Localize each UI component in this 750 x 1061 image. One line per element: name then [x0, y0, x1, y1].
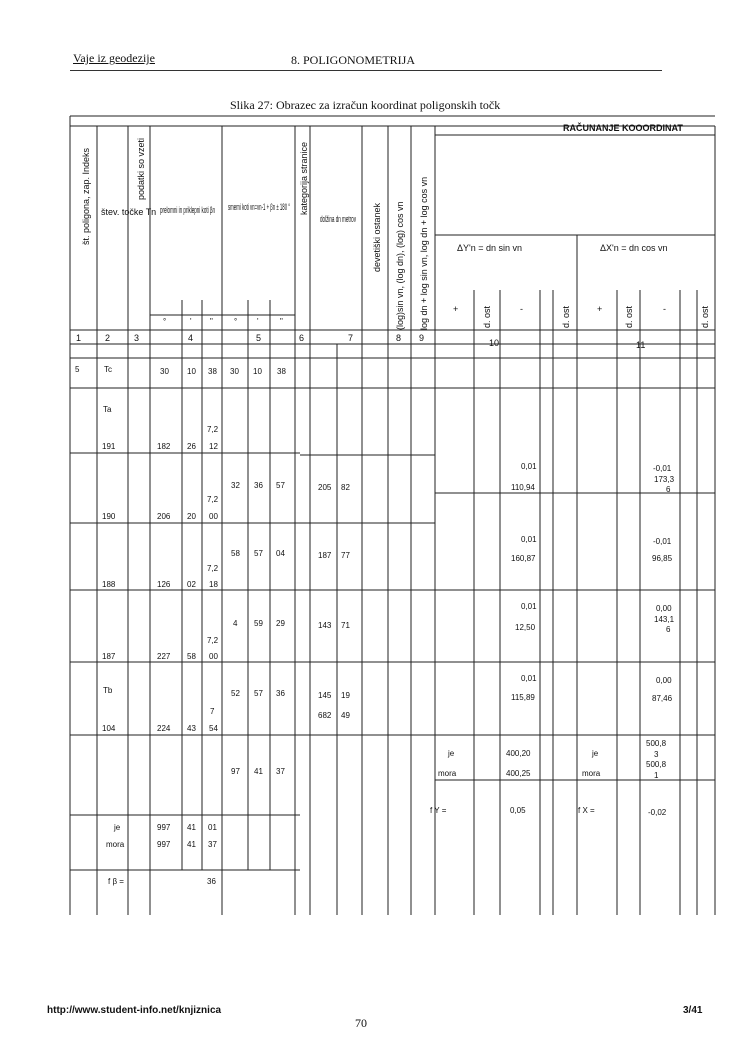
col-num-9: 9: [419, 333, 425, 343]
unit-sec-2: ": [280, 317, 283, 326]
point-tb: Tb: [103, 686, 113, 695]
s4-dy: 115,89: [511, 693, 535, 702]
angles-mora-label: mora: [106, 840, 125, 849]
p190-angle-min: 20: [187, 512, 196, 521]
col-header-log-sin-cos: (log)sin vn, (log dn), (log) cos vn: [395, 201, 405, 330]
end-bearing-deg: 97: [231, 767, 240, 776]
s2-length-cm: 77: [341, 551, 350, 560]
page-number: 70: [355, 1016, 367, 1030]
s1-length-m: 205: [318, 483, 332, 492]
s1-bearing-sec: 57: [276, 481, 285, 490]
point-187: 187: [102, 652, 116, 661]
point-104: 104: [102, 724, 116, 733]
figure-caption: Slika 27: Obrazec za izračun koordinat poligonskih točk: [230, 98, 501, 112]
col-header-dx: ΔX'n = dn cos vn: [600, 243, 668, 253]
tc-angle-sec: 38: [208, 367, 217, 376]
p187-angle-deg: 227: [157, 652, 171, 661]
fb-label: f β =: [108, 877, 124, 886]
tc-angle-min: 10: [187, 367, 196, 376]
p188-angle-deg: 126: [157, 580, 171, 589]
s2-dx-correction: -0,01: [653, 537, 672, 546]
tc-bearing-sec: 38: [277, 367, 286, 376]
col-header-side-category: kategorija stranice: [299, 141, 309, 215]
p104-angle-sec: 54: [209, 724, 218, 733]
unit-min-1: ': [190, 317, 192, 326]
s3-bearing-sec: 29: [276, 619, 285, 628]
dx-mora-label: mora: [582, 769, 601, 778]
p188-angle-sec: 18: [209, 580, 218, 589]
col-header-length: dolžina dn metrov: [320, 214, 357, 224]
dx-je-value: 500,8: [646, 739, 667, 748]
header-center: 8. POLIGONOMETRIJA: [291, 53, 415, 67]
end-bearing-min: 41: [254, 767, 263, 776]
col-num-5: 5: [256, 333, 262, 343]
p190-angle-deg: 206: [157, 512, 171, 521]
s1-length-cm: 82: [341, 483, 350, 492]
col-header-polygon-index: št. poligona, zap. Indeks: [81, 147, 91, 245]
s1-dx-correction: -0,01: [653, 464, 672, 473]
p104-angle-min: 43: [187, 724, 196, 733]
s2-bearing-sec: 04: [276, 549, 285, 558]
col-num-4: 4: [188, 333, 194, 343]
first-index: 5: [75, 365, 80, 374]
unit-deg-1: °: [163, 317, 167, 326]
col-num-7: 7: [348, 333, 354, 343]
dy-je-value: 400,20: [506, 749, 531, 758]
s3-length-cm: 71: [341, 621, 350, 630]
p188-correction: 7,2: [207, 564, 219, 573]
col-num-10: 10: [489, 338, 500, 348]
col-header-log-sums: log dn + log sin vn, log dn + log cos vn: [419, 176, 429, 330]
tc-angle-deg: 30: [160, 367, 169, 376]
dx-je-label: je: [592, 749, 599, 758]
s3-length-m: 143: [318, 621, 332, 630]
dy-je-label: je: [448, 749, 455, 758]
col-num-3: 3: [134, 333, 140, 343]
col-header-angles: prelomni in priklepni koti βn: [160, 205, 215, 215]
s3-dx-tail: 6: [666, 625, 671, 634]
s3-bearing-min: 59: [254, 619, 263, 628]
p188-angle-min: 02: [187, 580, 196, 589]
p187-angle-sec: 00: [209, 652, 218, 661]
col-header-dost-3: d. ost: [624, 305, 634, 328]
point-ta: Ta: [103, 405, 112, 414]
col-header-minus-2: -: [663, 304, 666, 314]
col-num-11: 11: [636, 340, 646, 350]
p187-correction: 7,2: [207, 636, 219, 645]
fb-value: 36: [207, 877, 216, 886]
s3-dy: 12,50: [515, 623, 536, 632]
fy-label: f Y =: [430, 806, 447, 815]
s3-dx: 143,1: [654, 615, 675, 624]
dy-mora-value: 400,25: [506, 769, 531, 778]
s2-dx: 96,85: [652, 554, 673, 563]
s1-bearing-deg: 32: [231, 481, 240, 490]
point-188: 188: [102, 580, 116, 589]
s2-dy: 160,87: [511, 554, 536, 563]
col-header-bearings: smerni koti vn=vn-1 + βn ± 180 °: [228, 202, 291, 212]
end-bearing-sec: 37: [276, 767, 285, 776]
s3-dx-correction: 0,00: [656, 604, 672, 613]
dx-mora-tail: 1: [654, 771, 659, 780]
col-header-data-source: podatki so vzeti: [136, 137, 146, 200]
col-num-2: 2: [105, 333, 111, 343]
col-header-dost-1: d. ost: [482, 305, 492, 328]
group-header-coordinates: RAČUNANJE KOOORDINAT: [563, 123, 683, 133]
s1-dy: 110,94: [511, 483, 535, 492]
unit-deg-2: °: [234, 317, 238, 326]
dx-mora-value: 500,8: [646, 760, 667, 769]
s4-bearing-min: 57: [254, 689, 263, 698]
s2-length-m: 187: [318, 551, 332, 560]
p190-angle-sec: 00: [209, 512, 218, 521]
angles-je-sec: 01: [208, 823, 217, 832]
footer-page-ref: 3/41: [683, 1005, 703, 1016]
col-header-dost-2: d. ost: [561, 305, 571, 328]
angles-mora-sec: 37: [208, 840, 217, 849]
s3-bearing-deg: 4: [233, 619, 238, 628]
angles-je-deg: 997: [157, 823, 171, 832]
sum-length-cm: 49: [341, 711, 350, 720]
s4-dx: 87,46: [652, 694, 673, 703]
col-header-plus-2: +: [597, 304, 603, 314]
col-header-point-no: štev. točke Tn: [101, 207, 157, 217]
p104-angle-deg: 224: [157, 724, 171, 733]
unit-min-2: ': [257, 317, 259, 326]
p191-angle-sec: 12: [209, 442, 218, 451]
fy-value: 0,05: [510, 806, 526, 815]
s1-dx: 173,3: [654, 475, 675, 484]
dx-je-tail: 3: [654, 750, 659, 759]
col-header-minus-1: -: [520, 304, 523, 314]
s3-dy-correction: 0,01: [521, 602, 537, 611]
point-tc: Tc: [104, 365, 112, 374]
s4-dy-correction: 0,01: [521, 674, 537, 683]
col-header-nines-remainder: devetiški ostanek: [372, 202, 382, 272]
col-num-8: 8: [396, 333, 402, 343]
angles-mora-deg: 997: [157, 840, 171, 849]
dy-mora-label: mora: [438, 769, 457, 778]
p104-correction: 7: [210, 707, 215, 716]
point-191: 191: [102, 442, 116, 451]
angles-je-min: 41: [187, 823, 196, 832]
tc-bearing-deg: 30: [230, 367, 239, 376]
s4-bearing-sec: 36: [276, 689, 285, 698]
s1-bearing-min: 36: [254, 481, 263, 490]
col-num-1: 1: [76, 333, 82, 343]
sum-length-m: 682: [318, 711, 332, 720]
p191-angle-deg: 182: [157, 442, 171, 451]
s4-dx-correction: 0,00: [656, 676, 672, 685]
footer-url[interactable]: http://www.student-info.net/knjiznica: [47, 1005, 222, 1016]
tc-bearing-min: 10: [253, 367, 262, 376]
col-header-dost-4: d. ost: [700, 305, 710, 328]
s4-length-cm: 19: [341, 691, 350, 700]
col-header-plus-1: +: [453, 304, 459, 314]
col-header-dy: ΔY'n = dn sin vn: [457, 243, 523, 253]
p187-angle-min: 58: [187, 652, 196, 661]
unit-sec-1: ": [210, 317, 213, 326]
s2-bearing-deg: 58: [231, 549, 240, 558]
p190-correction: 7,2: [207, 495, 219, 504]
fx-value: -0,02: [648, 808, 667, 817]
point-190: 190: [102, 512, 116, 521]
s4-bearing-deg: 52: [231, 689, 240, 698]
header-left: Vaje iz geodezije: [73, 51, 155, 65]
s1-dy-correction: 0,01: [521, 462, 537, 471]
col-num-6: 6: [299, 333, 305, 343]
fx-label: f X =: [578, 806, 595, 815]
angles-mora-min: 41: [187, 840, 196, 849]
s2-bearing-min: 57: [254, 549, 263, 558]
s1-dx-tail: 6: [666, 485, 671, 494]
s4-length-m: 145: [318, 691, 332, 700]
angles-je-label: je: [114, 823, 121, 832]
p191-angle-min: 26: [187, 442, 196, 451]
s2-dy-correction: 0,01: [521, 535, 537, 544]
p191-correction: 7,2: [207, 425, 219, 434]
